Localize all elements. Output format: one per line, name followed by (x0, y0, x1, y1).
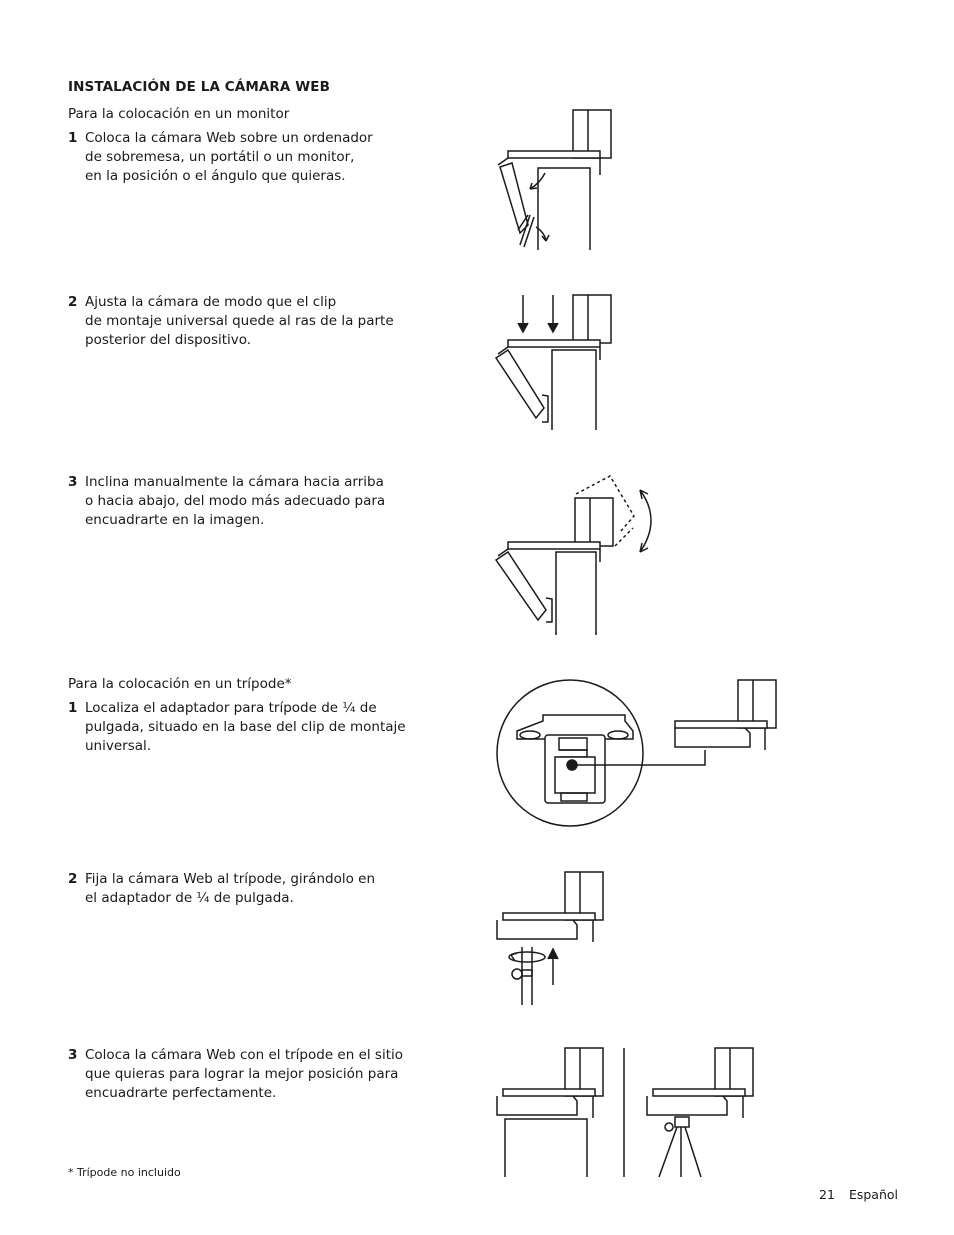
step-text-line: que quieras para lograr la mejor posición para (85, 1066, 399, 1082)
tripod-step-2 (68, 870, 448, 908)
step-text-line: posterior del dispositivo. (85, 332, 252, 348)
tilt-illustration (490, 470, 670, 640)
step-text-line: encuadrarte en la imagen. (85, 512, 265, 528)
step-number: 2 (68, 294, 78, 310)
footnote: * Trípode no incluido (68, 1166, 181, 1179)
page-footer (819, 1187, 898, 1202)
monitor-step-3 (68, 473, 448, 530)
step-text-line: pulgada, situado en la base del clip de montaje (85, 719, 406, 735)
monitor-step-2 (68, 293, 448, 350)
monitor-subtitle: Para la colocación en un monitor (68, 106, 290, 122)
tripod-adapter-illustration (495, 675, 785, 835)
step-number: 3 (68, 474, 78, 490)
page-language: Español (848, 1187, 898, 1202)
flush-adjust-illustration (490, 290, 620, 435)
tripod-attach-illustration (495, 867, 625, 1009)
step-number: 2 (68, 871, 78, 887)
tripod-step-3 (68, 1046, 448, 1103)
step-text-line: el adaptador de ¼ de pulgada. (85, 890, 294, 906)
monitor-step-1 (68, 129, 448, 186)
step-text-line: encuadrarte perfectamente. (85, 1085, 277, 1101)
step-text-line: universal. (85, 738, 152, 754)
step-text-line: Localiza el adaptador para trípode de ¼ de (85, 700, 377, 716)
monitor-mount-illustration (490, 105, 620, 255)
tripod-step-1 (68, 699, 448, 756)
tripod-subtitle: Para la colocación en un trípode* (68, 676, 292, 692)
step-text-line: Coloca la cámara Web sobre un ordenador (85, 130, 373, 146)
step-number: 3 (68, 1047, 78, 1063)
step-text-line: de sobremesa, un portátil o un monitor, (85, 149, 355, 165)
page-heading: INSTALACIÓN DE LA CÁMARA WEB (68, 79, 330, 95)
step-text-line: en la posición o el ángulo que quieras. (85, 168, 346, 184)
step-number: 1 (68, 130, 78, 146)
page-number: 21 (819, 1187, 835, 1202)
tripod-place-illustration (495, 1043, 765, 1183)
step-text-line: Inclina manualmente la cámara hacia arriba (85, 474, 384, 490)
step-number: 1 (68, 700, 78, 716)
step-text-line: o hacia abajo, del modo más adecuado para (85, 493, 386, 509)
step-text-line: Ajusta la cámara de modo que el clip (85, 294, 337, 310)
step-text-line: Fija la cámara Web al trípode, girándolo en (85, 871, 376, 887)
step-text-line: Coloca la cámara Web con el trípode en el sitio (85, 1047, 404, 1063)
step-text-line: de montaje universal quede al ras de la parte (85, 313, 394, 329)
